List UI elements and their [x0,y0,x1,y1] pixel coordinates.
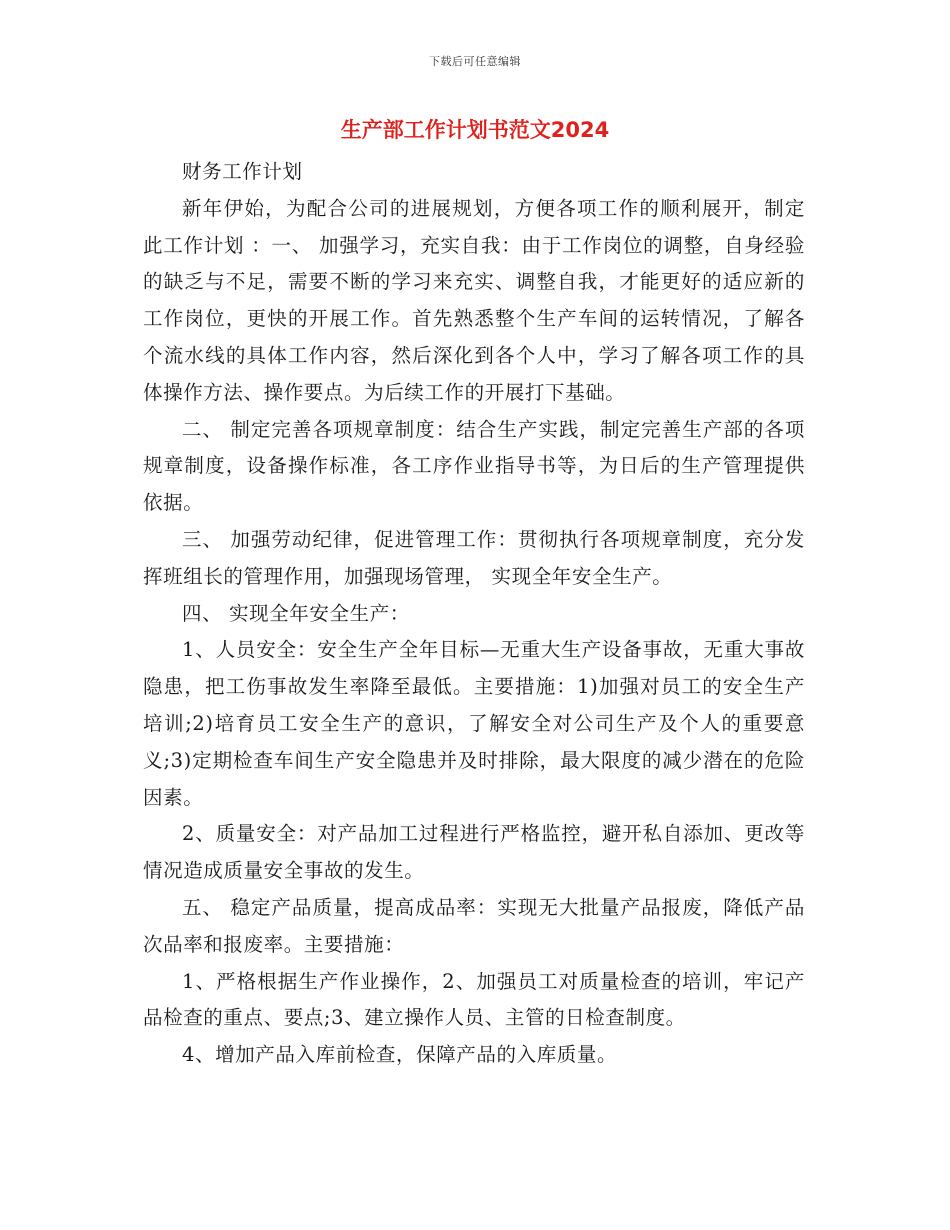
paragraph-section-4-heading: 四、 实现全年安全生产： [182,601,410,625]
paragraph-measure-4: 4、增加产品入库前检查，保障产品的入库质量。 [182,1043,618,1067]
paragraph-section-3: 三、 加强劳动纪律，促进管理工作：贯彻执行各项规章制度，充分发挥班组长的管理作用，加强现场管理， 实现全年安全生产。 [143,527,805,588]
paragraph-section-2: 二、 制定完善各项规章制度：结合生产实践，制定完善生产部的各项规章制度，设备操作标准，各工序作业指导书等，为日后的生产管理提供依据。 [143,417,805,515]
paragraph-section-5: 五、 稳定产品质量，提高成品率：实现无大批量产品报废，降低产品次品率和报废率。主要措施： [143,895,805,956]
document-title: 生产部工作计划书范文2024 [340,118,610,142]
document-body [143,154,805,1074]
paragraph-measures-1-3: 1、严格根据生产作业操作，2、加强员工对质量检查的培训，牢记产品检查的重点、要点;3、建立操作人员、主管的日检查制度。 [143,969,805,1030]
paragraph-intro-section-1: 新年伊始，为配合公司的进展规划，方便各项工作的顺利展开，制定此工作计划 ：一、 加强学习，充实自我：由于工作岗位的调整，自身经验的缺乏与不足，需要不断的学习来充实、调整自我，才能更好的适应新的工作岗位，更快的开展工作。首先熟悉整个生产车间的运转情况，了解各个流水线的具体工作内容，然后深化到各个人中，学习了解各项工作的具体操作方法、操作要点。为后续工作的开展打下基础。 [143,196,805,404]
paragraph-personnel-safety: 1、人员安全：安全生产全年目标—无重大生产设备事故，无重大事故隐患，把工伤事故发生率降至最低。主要措施：1)加强对员工的安全生产培训;2)培育员工安全生产的意识，了解安全对公司生产及个人的重要意义;3)定期检查车间生产安全隐患并及时排除，最大限度的减少潜在的危险因素。 [143,638,805,809]
paragraph-quality-safety: 2、质量安全：对产品加工过程进行严格监控，避开私自添加、更改等情况造成质量安全事故的发生。 [143,822,805,883]
page-header-note: 下载后可任意编辑 [429,55,521,68]
paragraph-subtitle: 财务工作计划 [182,160,303,183]
